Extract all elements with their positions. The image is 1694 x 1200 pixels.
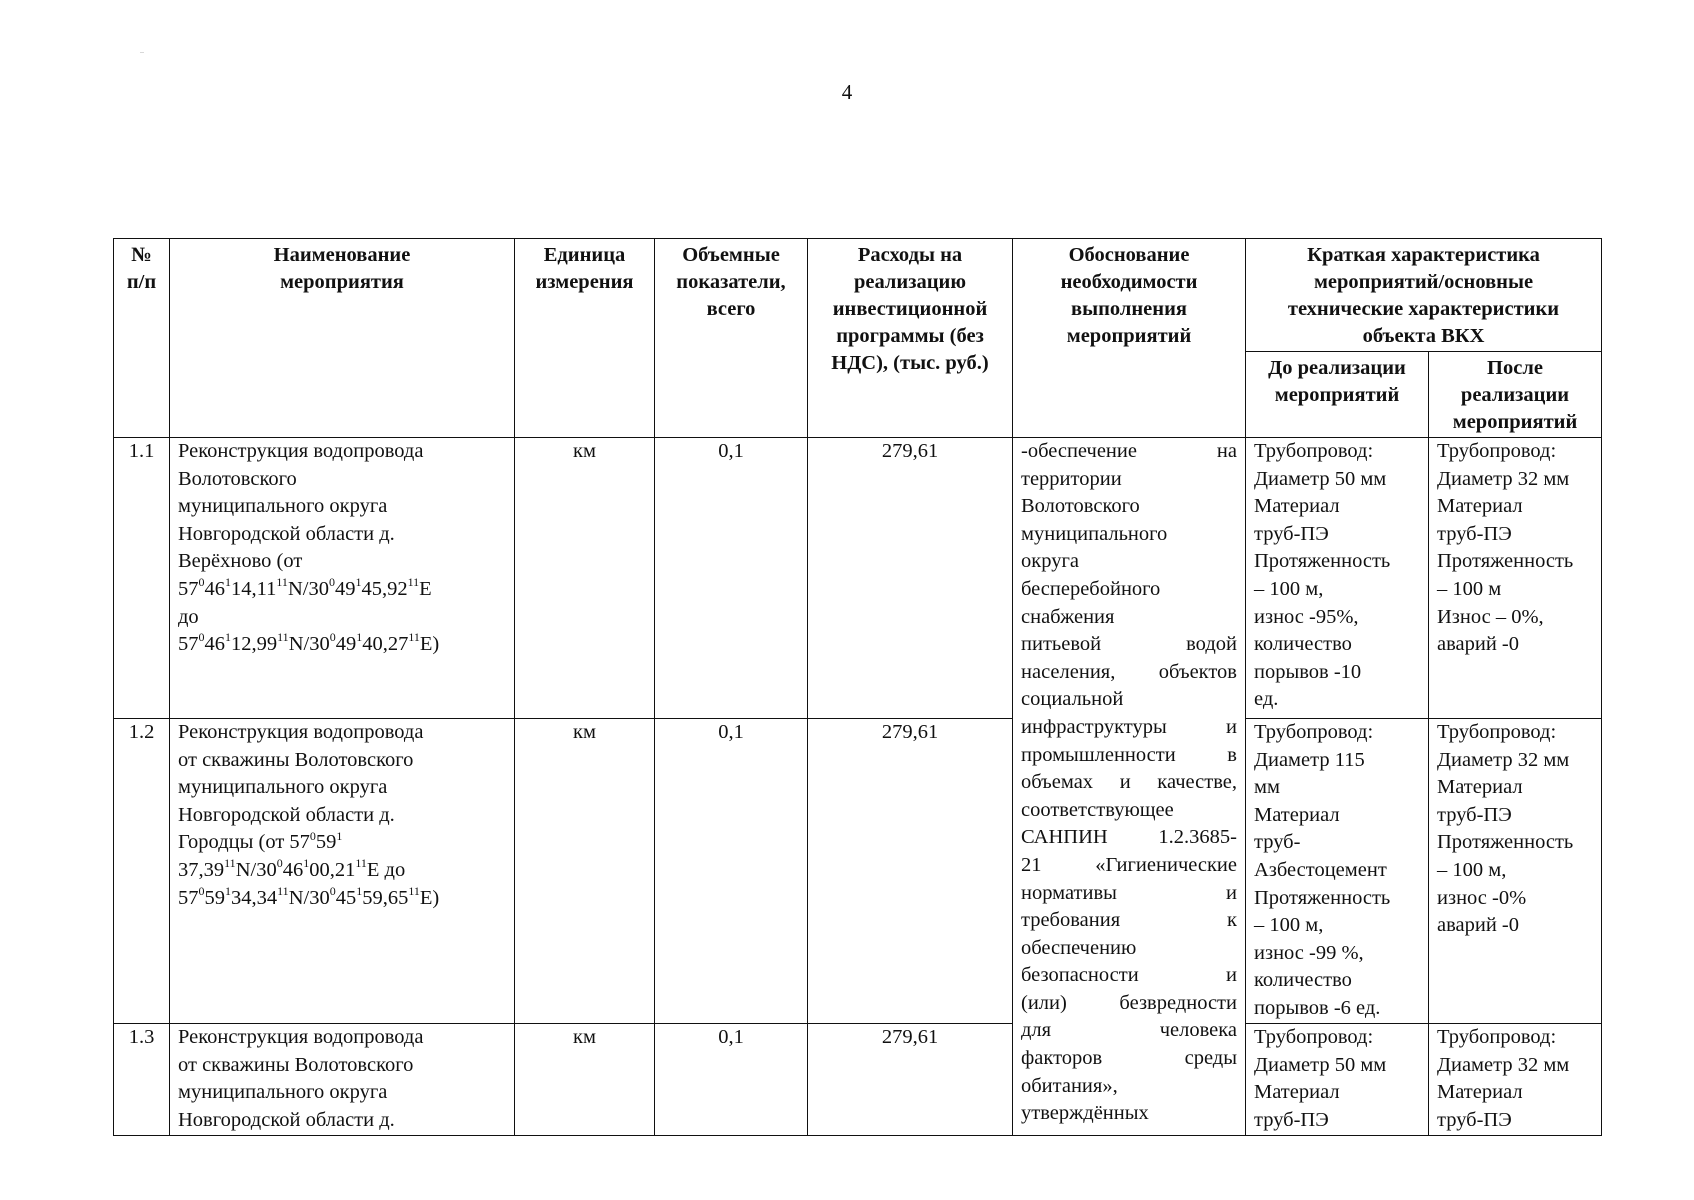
before-cell: Трубопровод: Диаметр 50 мм Материал труб-ПЭ — [1246, 1024, 1429, 1136]
coordinate-superscript: 11 — [277, 883, 289, 898]
header-before: До реализации мероприятий — [1246, 352, 1429, 438]
coordinate-text: 40,27 — [362, 633, 409, 656]
justification-line: соответствующее — [1021, 798, 1174, 821]
justification-line: САНПИН 1.2.3685- — [1021, 826, 1237, 849]
justification-line: питьевой водой — [1021, 633, 1237, 656]
justification-line: инфраструктуры и — [1021, 715, 1237, 738]
justification-line: (или) безвредности — [1021, 991, 1237, 1014]
coordinate-text: 46 — [282, 858, 304, 881]
coordinate-text: N/30 — [287, 577, 329, 600]
coordinate-text: E до — [366, 858, 406, 881]
table-row — [114, 438, 1602, 719]
header-justification: Обоснование необходимости выполнения мероприятий — [1013, 239, 1246, 438]
unit-cell: км — [515, 719, 655, 1024]
investment-measures-table — [113, 238, 1602, 1136]
coordinate-text: 57 — [178, 577, 199, 600]
scan-artifact — [140, 52, 144, 53]
justification-line: 21 «Гигиенические — [1021, 853, 1237, 876]
header-after: После реализации мероприятий — [1429, 352, 1602, 438]
header-number: № п/п — [114, 239, 170, 438]
justification-line: социальной — [1021, 688, 1124, 711]
coordinate-superscript: 1 — [225, 630, 231, 645]
justification-line: утверждённых — [1021, 1102, 1149, 1125]
coordinate-text: 57 — [178, 886, 199, 909]
measure-name — [170, 719, 515, 1024]
coordinate-line — [178, 883, 440, 909]
row-number: 1.3 — [114, 1024, 170, 1136]
coordinate-superscript: 1 — [225, 883, 231, 898]
coordinate-superscript: 0 — [276, 856, 283, 871]
minute-mark: 1 — [336, 828, 343, 843]
coordinate-superscript: 11 — [277, 630, 289, 645]
measure-name-text: Реконструкция водопровода от скважины Волотовского муниципального округа Новгородской области д. — [178, 721, 424, 826]
justification-line: территории — [1021, 467, 1122, 490]
coordinate-text: E — [419, 577, 432, 600]
justification-line: снабжения — [1021, 605, 1115, 628]
coordinate-text: 57 — [178, 633, 199, 656]
justification-line: нормативы и — [1021, 881, 1237, 904]
cost-cell: 279,61 — [808, 1024, 1013, 1136]
coordinate-text: 34,34 — [231, 886, 278, 909]
after-cell: Трубопровод: Диаметр 32 мм Материал труб-ПЭ Протяженность – 100 м Износ – 0%, аварий -0 — [1429, 438, 1602, 719]
volume-cell: 0,1 — [655, 719, 808, 1024]
coordinate-superscript: 0 — [198, 575, 205, 590]
justification-line: бесперебойного — [1021, 577, 1161, 600]
row-number: 1.2 — [114, 719, 170, 1024]
coordinate-text: 14,11 — [231, 577, 277, 600]
coordinate-text: 46 — [204, 633, 225, 656]
after-cell: Трубопровод: Диаметр 32 мм Материал труб-ПЭ Протяженность – 100 м, износ -0% аварий -0 — [1429, 719, 1602, 1024]
measure-name-text: 59 — [315, 831, 337, 854]
coordinate-line — [178, 856, 406, 881]
coordinate-superscript: 11 — [276, 575, 288, 590]
header-cost: Расходы на реализацию инвестиционной программы (без НДС), (тыс. руб.) — [808, 239, 1013, 438]
coordinate-text: 45 — [335, 886, 357, 909]
cost-cell: 279,61 — [808, 438, 1013, 719]
coordinate-superscript: 11 — [224, 856, 236, 871]
coordinate-superscript: 11 — [408, 883, 420, 898]
coordinate-text: 45,92 — [361, 577, 408, 600]
justification-line: промышленности в — [1021, 743, 1237, 766]
header-volume: Объемные показатели, всего — [655, 239, 808, 438]
coordinate-superscript: 11 — [408, 630, 420, 645]
justification-line: обеспечению — [1021, 936, 1137, 959]
coordinate-superscript: 1 — [355, 575, 362, 590]
table-row — [114, 719, 1602, 1024]
measure-name-text: Реконструкция водопровода Волотовского муниципального округа Новгородской области д. Верёхново (от — [178, 440, 424, 573]
coordinate-superscript: 1 — [225, 575, 231, 590]
coordinate-superscript: 1 — [303, 856, 310, 871]
coordinate-text: N/30 — [288, 886, 330, 909]
coordinate-superscript: 1 — [356, 883, 363, 898]
coordinate-text: 12,99 — [231, 633, 278, 656]
before-cell: Трубопровод: Диаметр 50 мм Материал труб-ПЭ Протяженность – 100 м, износ -95%, количество порывов -10 ед. — [1246, 438, 1429, 719]
coordinate-superscript: 0 — [198, 630, 205, 645]
justification-line: Волотовского — [1021, 495, 1140, 518]
unit-cell: км — [515, 438, 655, 719]
coordinate-line — [178, 630, 440, 656]
cost-cell: 279,61 — [808, 719, 1013, 1024]
justification-line: для человека — [1021, 1019, 1237, 1042]
page-number: 4 — [841, 80, 853, 104]
coordinate-superscript: 0 — [198, 883, 205, 898]
justification-line: -обеспечение на — [1021, 440, 1237, 462]
justification-line: обитания», — [1021, 1074, 1118, 1097]
coordinate-text: E) — [419, 633, 440, 656]
measure-name: Реконструкция водопровода от скважины Волотовского муниципального округа Новгородской области д. — [170, 1024, 515, 1136]
coordinate-line — [178, 575, 432, 600]
coordinate-text: N/30 — [235, 858, 277, 881]
coordinate-text: 59,65 — [362, 886, 409, 909]
table-row — [114, 1024, 1602, 1136]
coordinate-text: 59 — [204, 886, 225, 909]
header-measure-name: Наименование мероприятия — [170, 239, 515, 438]
header-unit: Единица измерения — [515, 239, 655, 438]
measure-name — [170, 438, 515, 719]
coordinate-line — [178, 606, 199, 628]
coordinate-text: 00,21 — [309, 858, 356, 881]
coordinate-superscript: 1 — [356, 630, 363, 645]
justification-line: населения, объектов — [1021, 660, 1237, 683]
coordinate-text: 37,39 — [178, 858, 225, 881]
justification-line: муниципального — [1021, 522, 1168, 545]
measure-name-text: Городцы (от 57 — [178, 831, 310, 854]
after-cell: Трубопровод: Диаметр 32 мм Материал труб-ПЭ — [1429, 1024, 1602, 1136]
volume-cell: 0,1 — [655, 1024, 808, 1136]
coordinate-superscript: 11 — [407, 575, 420, 590]
justification-line: факторов среды — [1021, 1047, 1237, 1070]
coordinate-text: 49 — [334, 577, 356, 600]
coordinate-text: 49 — [335, 633, 357, 656]
coordinate-text: E) — [419, 886, 440, 909]
justification-line: объемах и качестве, — [1021, 771, 1237, 794]
justification-cell — [1013, 438, 1246, 1136]
coordinate-superscript: 11 — [355, 856, 367, 871]
justification-line: требования к — [1021, 909, 1237, 932]
justification-line: безопасности и — [1021, 964, 1237, 987]
coordinate-text: до — [178, 605, 199, 628]
coordinate-text: N/30 — [288, 633, 330, 656]
row-number: 1.1 — [114, 438, 170, 719]
unit-cell: км — [515, 1024, 655, 1136]
header-characteristics: Краткая характеристика мероприятий/основные технические характеристики объекта ВКХ — [1246, 239, 1602, 352]
coordinate-superscript: 0 — [328, 575, 335, 590]
degree-mark: 0 — [309, 828, 316, 843]
coordinate-text: 46 — [204, 577, 225, 600]
coordinate-superscript: 0 — [329, 883, 336, 898]
before-cell: Трубопровод: Диаметр 115 мм Материал труб- Азбестоцемент Протяженность – 100 м, износ -99 %, количество порывов -6 ед. — [1246, 719, 1429, 1024]
justification-line: округа — [1021, 550, 1079, 573]
coordinate-superscript: 0 — [329, 630, 336, 645]
volume-cell: 0,1 — [655, 438, 808, 719]
